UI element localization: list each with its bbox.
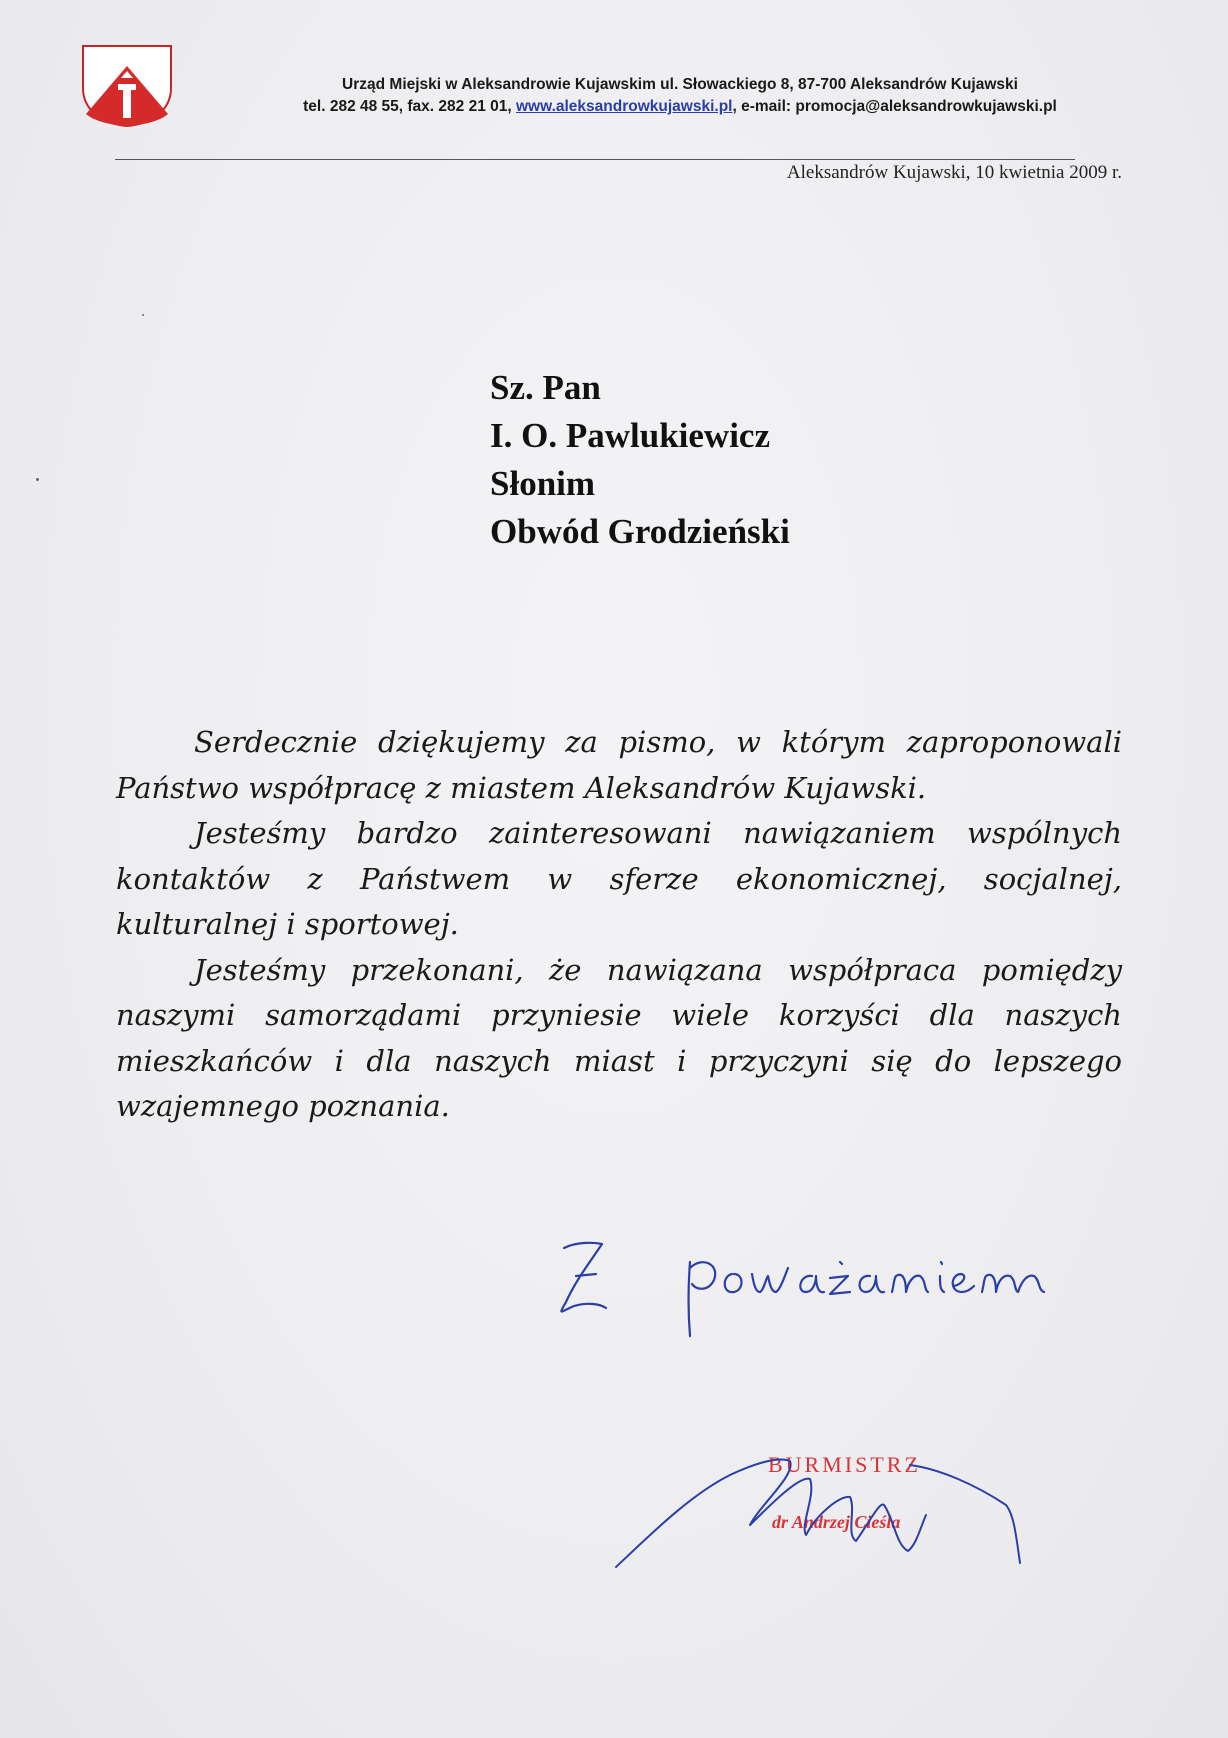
letter-body — [116, 720, 1122, 1130]
stamp-title: BURMISTRZ — [768, 1452, 921, 1477]
handwritten-closing — [530, 1228, 1170, 1338]
letterhead-address: Urząd Miejski w Aleksandrowie Kujawskim ul. Słowackiego 8, 87-700 Aleksandrów Kujawski — [342, 76, 1018, 93]
letter-date: Aleksandrów Kujawski, 10 kwietnia 2009 r. — [786, 162, 1122, 183]
paragraph: Serdecznie dziękujemy za pismo, w którym zaproponowali Państwo współpracę z miastem Aleksandrów Kujawski. — [116, 725, 1122, 805]
letterhead — [200, 74, 1160, 118]
letterhead-email: , e-mail: promocja@aleksandrowkujawski.pl — [732, 98, 1057, 115]
letterhead-divider — [115, 159, 1075, 160]
recipient-city: Słonim — [490, 464, 596, 503]
letterhead-contact — [200, 96, 1160, 118]
website-link[interactable]: www.aleksandrowkujawski.pl — [515, 98, 733, 115]
paragraph: Jesteśmy bardzo zainteresowani nawiązaniem wspólnych kontaktów z Państwem w sferze ekonomicznej, socjalnej, kulturalnej i sportowej. — [116, 816, 1122, 941]
recipient-salutation: Sz. Pan — [490, 368, 601, 407]
scan-speck — [36, 478, 39, 481]
recipient-address — [490, 364, 790, 556]
recipient-region: Obwód Grodzieński — [490, 512, 790, 551]
stamp-name: dr Andrzej Cieśla — [772, 1512, 901, 1532]
scan-speck — [142, 314, 144, 316]
recipient-name: I. O. Pawlukiewicz — [490, 416, 770, 455]
letterhead-phone-fax: tel. 282 48 55, fax. 282 21 01, — [303, 98, 516, 115]
signature — [610, 1435, 1030, 1575]
coat-of-arms-icon — [80, 44, 174, 128]
paragraph: Jesteśmy przekonani, że nawiązana współpraca pomiędzy naszymi samorządami przyniesie wiele korzyści dla naszych mieszkańców i dla naszych miast i przyczyni się do lepszego wzajemnego poznania. — [116, 952, 1122, 1123]
